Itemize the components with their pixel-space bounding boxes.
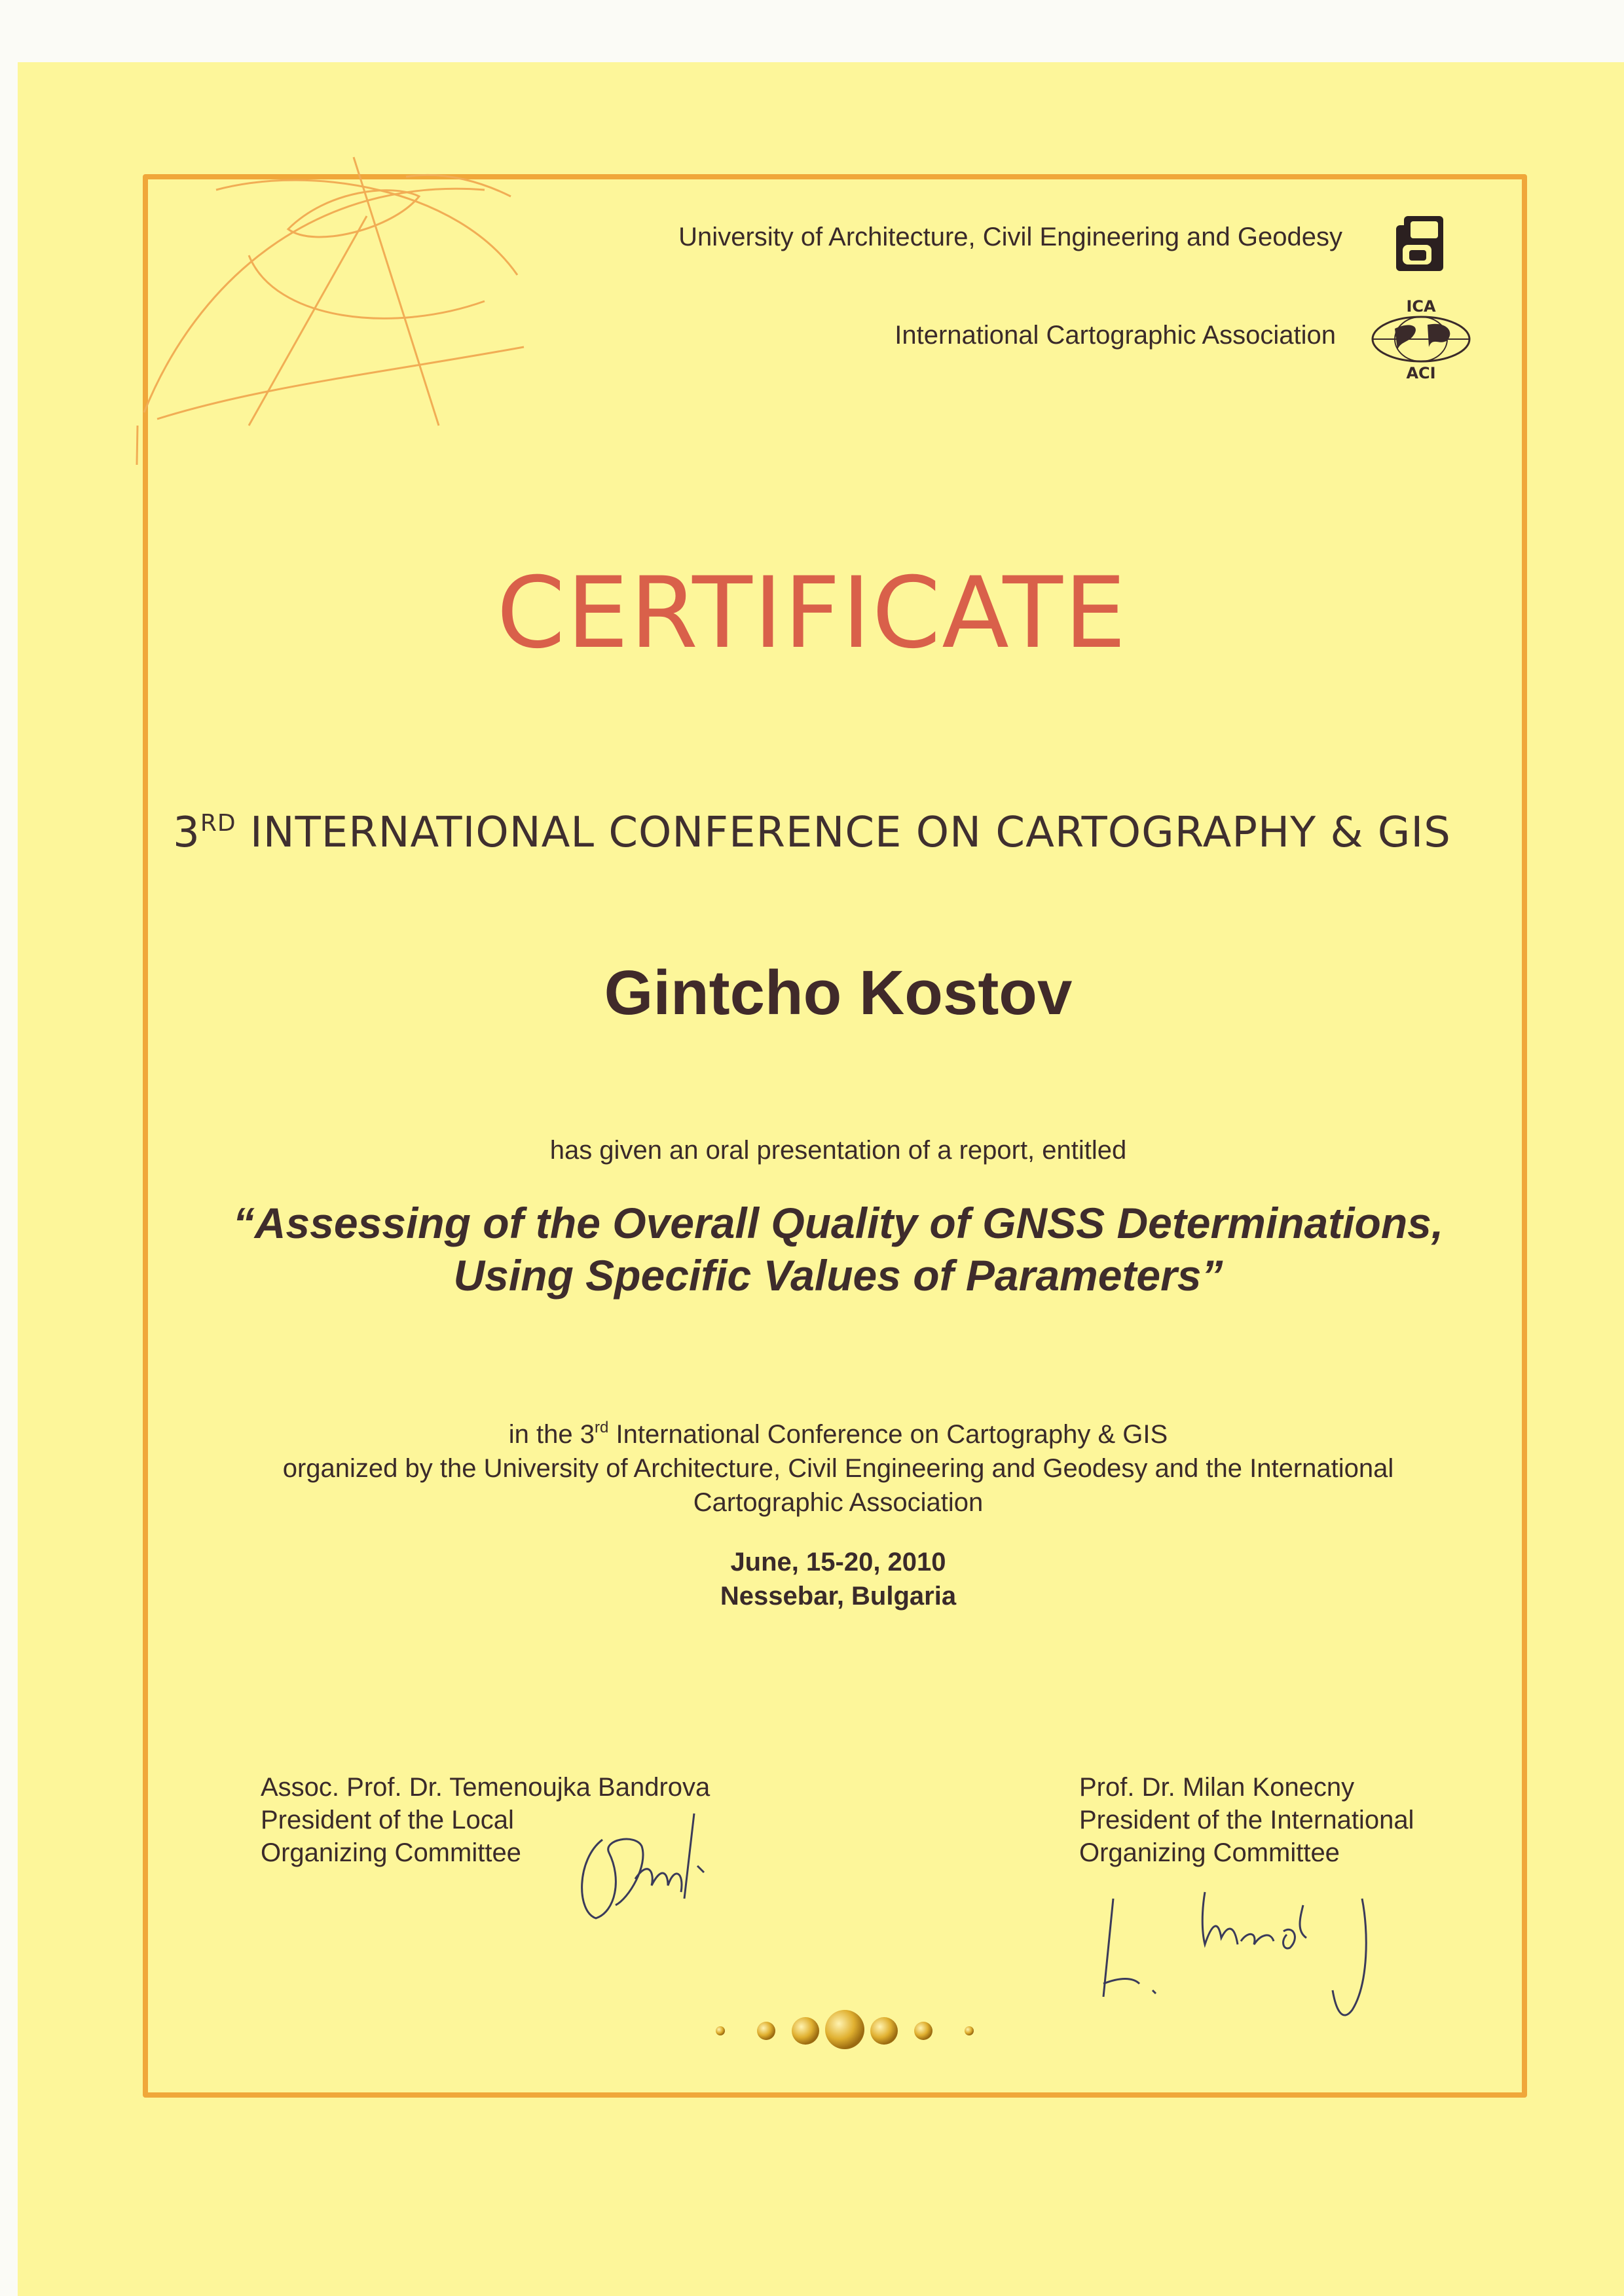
context-line-2: organized by the University of Architecture, Civil Engineering and Geodesy and the International: [282, 1454, 1394, 1483]
signatory-left-role-1: President of the Local: [261, 1806, 514, 1834]
signature-right: [1074, 1879, 1388, 2036]
decorative-dots: [707, 2003, 995, 2056]
organization-ica: International Cartographic Association: [895, 321, 1336, 350]
conference-name: [0, 809, 1624, 857]
ica-logo-top-text: ICA: [1406, 297, 1436, 316]
signatory-right-role-2: Organizing Committee: [1079, 1838, 1340, 1867]
report-title-line-2: Using Specific Values of Parameters”: [453, 1251, 1223, 1300]
context-line-1: [0, 1411, 1624, 1451]
context-ordinal-suffix: rd: [595, 1419, 609, 1436]
uacg-logo-icon: [1393, 213, 1446, 272]
conference-ordinal-suffix: RD: [200, 810, 236, 837]
signatory-left-name: Assoc. Prof. Dr. Temenoujka Bandrova: [261, 1773, 710, 1802]
event-place: Nessebar, Bulgaria: [720, 1582, 957, 1611]
signature-left: [563, 1800, 720, 1931]
event-details: [0, 1545, 1624, 1613]
organization-uacg: University of Architecture, Civil Engineering and Geodesy: [678, 223, 1342, 251]
globe-sketch-decoration: [118, 151, 537, 465]
certificate-title: CERTIFICATE: [496, 556, 1128, 670]
ica-globe-logo-icon: [1369, 295, 1473, 383]
context-conference: International Conference on Cartography & GIS: [608, 1420, 1168, 1449]
signatory-right-role-1: President of the International: [1079, 1806, 1414, 1834]
conference-context: [0, 1411, 1624, 1520]
conference-ordinal: 3: [173, 809, 200, 857]
conference-title: INTERNATIONAL CONFERENCE ON CARTOGRAPHY & GIS: [249, 809, 1451, 857]
signatory-right: [1079, 1771, 1414, 1869]
signatory-left-role-2: Organizing Committee: [261, 1838, 521, 1867]
report-title-line-1: “Assessing of the Overall Quality of GNSS Determinations,: [232, 1199, 1444, 1247]
context-in-the: in the 3: [508, 1420, 595, 1449]
signatory-right-name: Prof. Dr. Milan Konecny: [1079, 1773, 1355, 1802]
event-date: June, 15-20, 2010: [730, 1548, 946, 1576]
report-title: [0, 1197, 1624, 1302]
context-line-3: Cartographic Association: [693, 1488, 984, 1517]
presentation-statement: has given an oral presentation of a report, entitled: [549, 1136, 1127, 1165]
recipient-name: Gintcho Kostov: [604, 958, 1073, 1028]
ica-logo-bottom-text: ACI: [1406, 364, 1436, 382]
